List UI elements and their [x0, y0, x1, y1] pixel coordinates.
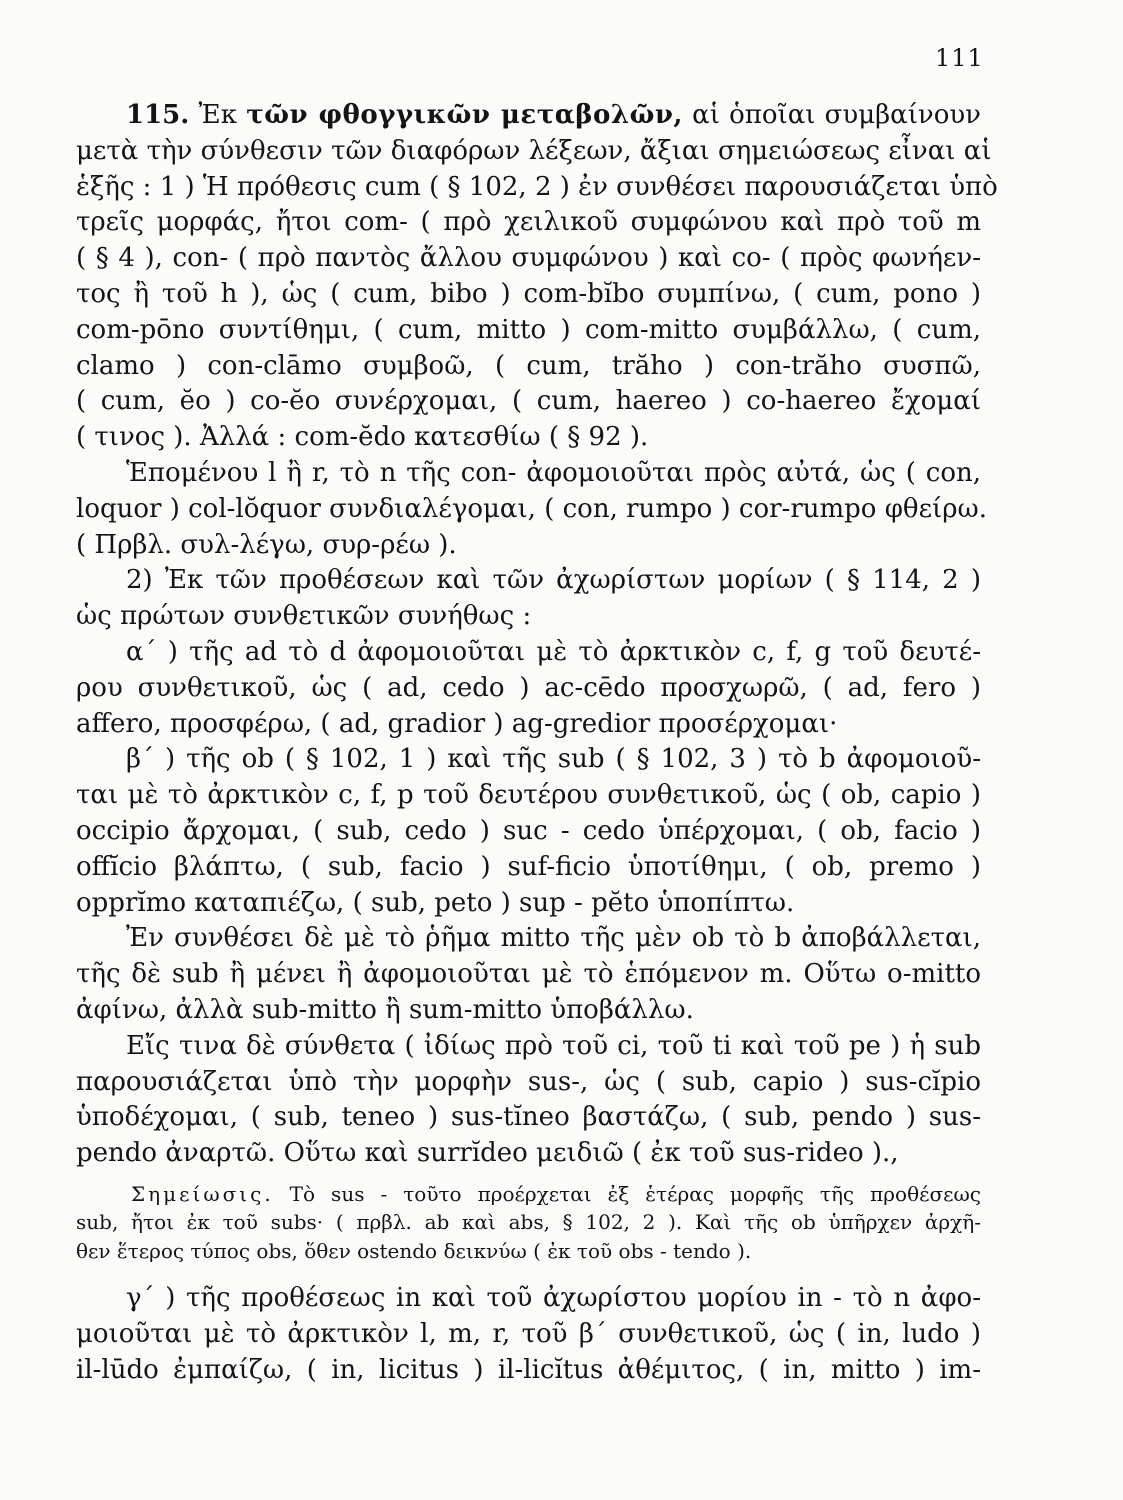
section-heading	[76, 98, 981, 134]
text-line: ὑποδέχομαι, ( sub, teneo ) sus-tĭneo βαστάζω, ( sub, pendo ) sus-	[76, 1102, 981, 1133]
note-label: Σημείωσις.	[131, 1181, 274, 1206]
text-line: loquor ) col-lŏquor συνδιαλέγομαι, ( con, rumpo ) cor-rumpo φθείρω.	[76, 493, 988, 524]
text-line: α΄ ) τῆς ad τὸ d ἀφομοιοῦται μὲ τὸ ἀρκτικὸν c, f, g τοῦ δευτέ-	[126, 636, 981, 667]
text-line: occipio ἄρχομαι, ( sub, cedo ) suc - cedo ὑπέρχομαι, ( ob, facio )	[76, 815, 981, 846]
text-line: ( cum, ĕo ) co-ĕo συνέρχομαι, ( cum, haereo ) co-haereo ἔχομαί	[76, 386, 981, 417]
text-line: Ἑπομένου l ἢ r, τὸ n τῆς con- ἀφομοιοῦται πρὸς αὐτά, ὡς ( con,	[126, 457, 981, 488]
text-line: μετὰ τὴν σύνθεσιν τῶν διαφόρων λέξεων, ἄξιαι σημειώσεως εἶναι αἱ	[76, 135, 992, 166]
text-line: clamo ) con-clāmo συμβοῶ, ( cum, trăho ) con-trăho συσπῶ,	[76, 350, 981, 381]
text-line: ὡς πρώτων συνθετικῶν συνήθως :	[76, 601, 532, 632]
text-line: ρου συνθετικοῦ, ὡς ( ad, cedo ) ac-cēdo προσχωρῶ, ( ad, fero )	[76, 672, 981, 703]
text-line: pendo ἀναρτῶ. Οὕτω καὶ surrĭdeo μειδιῶ ( ἐκ τοῦ sus-rideo ).,	[76, 1138, 899, 1169]
text-line: il-lūdo ἐμπαίζω, ( in, licitus ) il-licĭtus ἀθέμιτος, ( in, mitto ) im-	[76, 1355, 981, 1385]
text-line: γ΄ ) τῆς προθέσεως in καὶ τοῦ ἀχωρίστου μορίου in - τὸ n ἀφο-	[126, 1283, 981, 1314]
text-line: offĭcio βλάπτω, ( sub, facio ) suf-ficio ὑποτίθημι, ( ob, premo )	[76, 851, 981, 882]
text-line: Ἐν συνθέσει δὲ μὲ τὸ ῥῆμα mitto τῆς μὲν ob τὸ b ἀποβάλλεται,	[126, 923, 981, 954]
note-line: θεν ἕτερος τύπος obs, ὅθεν ostendo δεικνύω ( ἐκ τοῦ obs - tendo ).	[76, 1238, 752, 1263]
text-line: τρεῖς μορφάς, ἤτοι com- ( πρὸ χειλικοῦ συμφώνου καὶ πρὸ τοῦ m	[76, 207, 981, 238]
text-line: β΄ ) τῆς ob ( § 102, 1 ) καὶ τῆς sub ( § 102, 3 ) τὸ b ἀφομοιοῦ-	[126, 744, 981, 775]
heading-prefix: Ἐκ	[189, 100, 247, 130]
text-body	[76, 98, 998, 1389]
text-line: ( τινος ). Ἀλλά : com-ĕdo κατεσθίω ( § 92 ).	[76, 422, 649, 453]
note-line: sub, ἤτοι ἐκ τοῦ subs· ( πρβλ. ab καὶ abs, § 102, 2 ). Καὶ τῆς ob ὑπῆρχεν ἀρχῆ-	[76, 1210, 981, 1235]
section-title: τῶν φθογγικῶν μεταβολῶν,	[246, 100, 683, 130]
text-line: ται μὲ τὸ ἀρκτικὸν c, f, p τοῦ δευτέρου συνθετικοῦ, ὡς ( ob, capio )	[76, 780, 981, 811]
text-line: ἀφίνω, ἀλλὰ sub-mitto ἢ sum-mitto ὑποβάλλω.	[76, 994, 694, 1025]
note-line	[76, 1180, 981, 1209]
text-line: opprĭmo καταπιέζω, ( sub, peto ) sup - pĕto ὑποπίπτω.	[76, 887, 795, 918]
spacer	[76, 1172, 981, 1180]
note-text: Τὸ sus - τοῦτο προέρχεται ἐξ ἑτέρας μορφῆς τῆς προθέσεως	[273, 1181, 981, 1206]
text-line: Εἴς τινα δὲ σύνθετα ( ἰδίως πρὸ τοῦ ci, τοῦ ti καὶ τοῦ pe ) ἡ sub	[126, 1030, 981, 1061]
text-line: com-pōno συντίθημι, ( cum, mitto ) com-mitto συμβάλλω, ( cum,	[76, 314, 981, 345]
heading-rest: αἱ ὁποῖαι συμβαίνουν	[682, 100, 981, 130]
text-line: παρουσιάζεται ὑπὸ τὴν μορφὴν sus-, ὡς ( sub, capio ) sus-cĭpio	[76, 1066, 981, 1097]
spacer	[76, 1273, 981, 1281]
text-line: 2) Ἐκ τῶν προθέσεων καὶ τῶν ἀχωρίστων μορίων ( § 114, 2 )	[126, 565, 981, 596]
text-line: τος ἢ τοῦ h ), ὡς ( cum, bibo ) com-bĭbo συμπίνω, ( cum, pono )	[76, 278, 981, 309]
page-number: 111	[935, 44, 984, 72]
section-number: 115.	[126, 100, 190, 130]
text-line: ἑξῆς : 1 ) Ἡ πρόθεσις cum ( § 102, 2 ) ἐν συνθέσει παρουσιάζεται ὑπὸ	[76, 171, 998, 202]
text-line: τῆς δὲ sub ἢ μένει ἢ ἀφομοιοῦται μὲ τὸ ἑπόμενον m. Οὕτω o-mitto	[76, 959, 981, 990]
text-line: μοιοῦται μὲ τὸ ἀρκτικὸν l, m, r, τοῦ β΄ συνθετικοῦ, ὡς ( in, ludo )	[76, 1319, 981, 1350]
text-line: ( § 4 ), con- ( πρὸ παντὸς ἄλλου συμφώνου ) καὶ co- ( πρὸς φωνήεν-	[76, 243, 981, 274]
text-line: affero, προσφέρω, ( ad, gradior ) ag-gredior προσέρχομαι·	[76, 708, 838, 739]
spacer	[76, 1265, 981, 1273]
text-line: ( Πρβλ. συλ-λέγω, συρ-ρέω ).	[76, 529, 457, 560]
